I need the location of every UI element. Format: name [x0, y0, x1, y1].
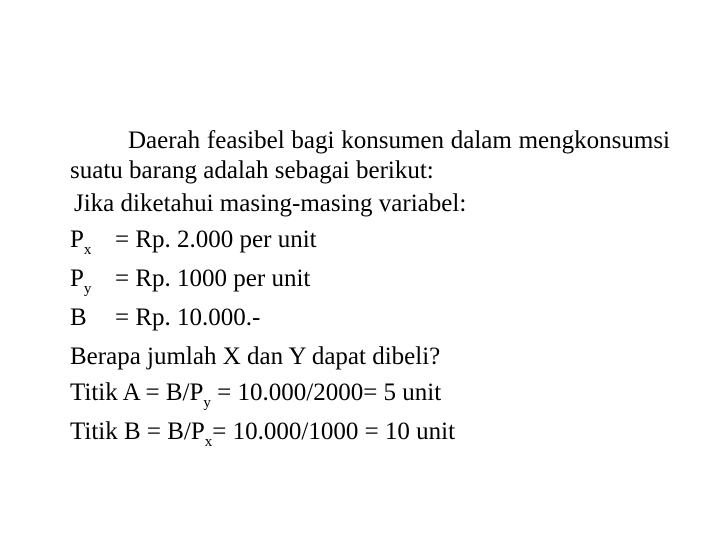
- known-heading: Jika diketahui masing-masing variabel:: [74, 190, 467, 217]
- question-line: Berapa jumlah X dan Y dapat dibeli?: [70, 343, 441, 370]
- intro-paragraph: Daerah feasibel bagi konsumen dalam mengkonsumsi suatu barang adalah sebagai berikut:: [70, 127, 670, 184]
- answer-point-b: Titik $B = B/P_x= 10.000/1000 = 10$ unit: [70, 418, 456, 450]
- variable-value: = Rp. 10.000.-: [115, 304, 261, 331]
- variable-value: = Rp. 1000 per unit: [115, 265, 311, 292]
- answer-point-a: Titik $A = B/P_y = 10.000/2000= 5$ unit: [70, 379, 442, 411]
- variable-budget: [70, 300, 670, 339]
- slide-content: [70, 126, 670, 453]
- variable-value: = Rp. 2.000 per unit: [115, 226, 317, 253]
- variable-symbol: B: [70, 304, 87, 331]
- variable-symbol: $P_x$: [70, 226, 92, 258]
- variable-price-x: [70, 222, 670, 261]
- variable-symbol: $P_y$: [70, 265, 92, 297]
- variable-price-y: [70, 261, 670, 300]
